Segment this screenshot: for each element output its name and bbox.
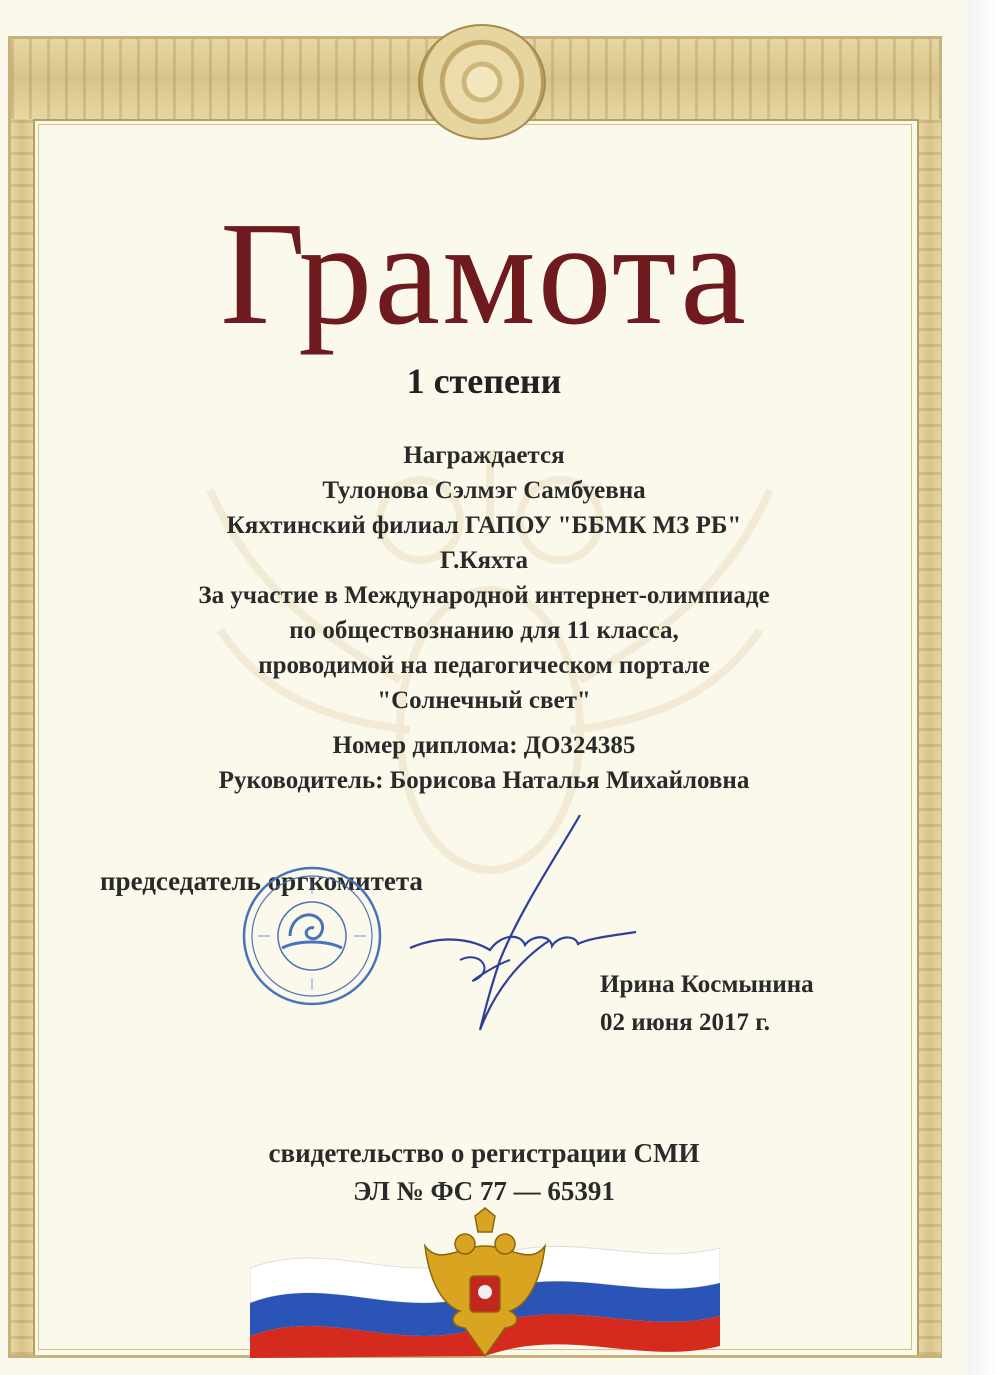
reason-line-4: "Солнечный свет" xyxy=(377,687,591,714)
signer-name: Ирина Космынина xyxy=(600,971,814,998)
reason-line-3: проводимой на педагогическом портале xyxy=(258,652,710,679)
institution-name: Кяхтинский филиал ГАПОУ "ББМК МЗ РБ" xyxy=(226,512,742,539)
diploma-number: Номер диплома: ДО324385 xyxy=(332,732,636,759)
certificate-degree: 1 степени xyxy=(406,361,562,401)
reason-line-2: по обществознанию для 11 класса, xyxy=(289,617,679,644)
rosette-ornament xyxy=(418,24,546,140)
awarded-label: Награждается xyxy=(403,442,565,469)
scan-margin xyxy=(968,0,1000,1375)
certificate-title: Грамота xyxy=(220,192,748,356)
coat-of-arms-icon xyxy=(410,1206,560,1366)
registration-block xyxy=(0,1134,968,1210)
city-name: Г.Кяхта xyxy=(440,547,528,574)
signer-block xyxy=(600,966,814,1042)
issue-date: 02 июня 2017 г. xyxy=(600,1009,770,1036)
chair-label: председатель оргкомитета xyxy=(100,866,423,896)
registration-label: свидетельство о регистрации СМИ xyxy=(268,1138,700,1168)
reason-line-1: За участие в Международной интернет-олимпиаде xyxy=(198,582,770,609)
registration-number: ЭЛ № ФС 77 — 65391 xyxy=(353,1176,615,1206)
supervisor-name: Руководитель: Борисова Наталья Михайловна xyxy=(218,767,750,794)
recipient-name: Тулонова Сэлмэг Самбуевна xyxy=(322,477,646,504)
award-text xyxy=(0,438,968,798)
organization-stamp xyxy=(238,862,386,1010)
